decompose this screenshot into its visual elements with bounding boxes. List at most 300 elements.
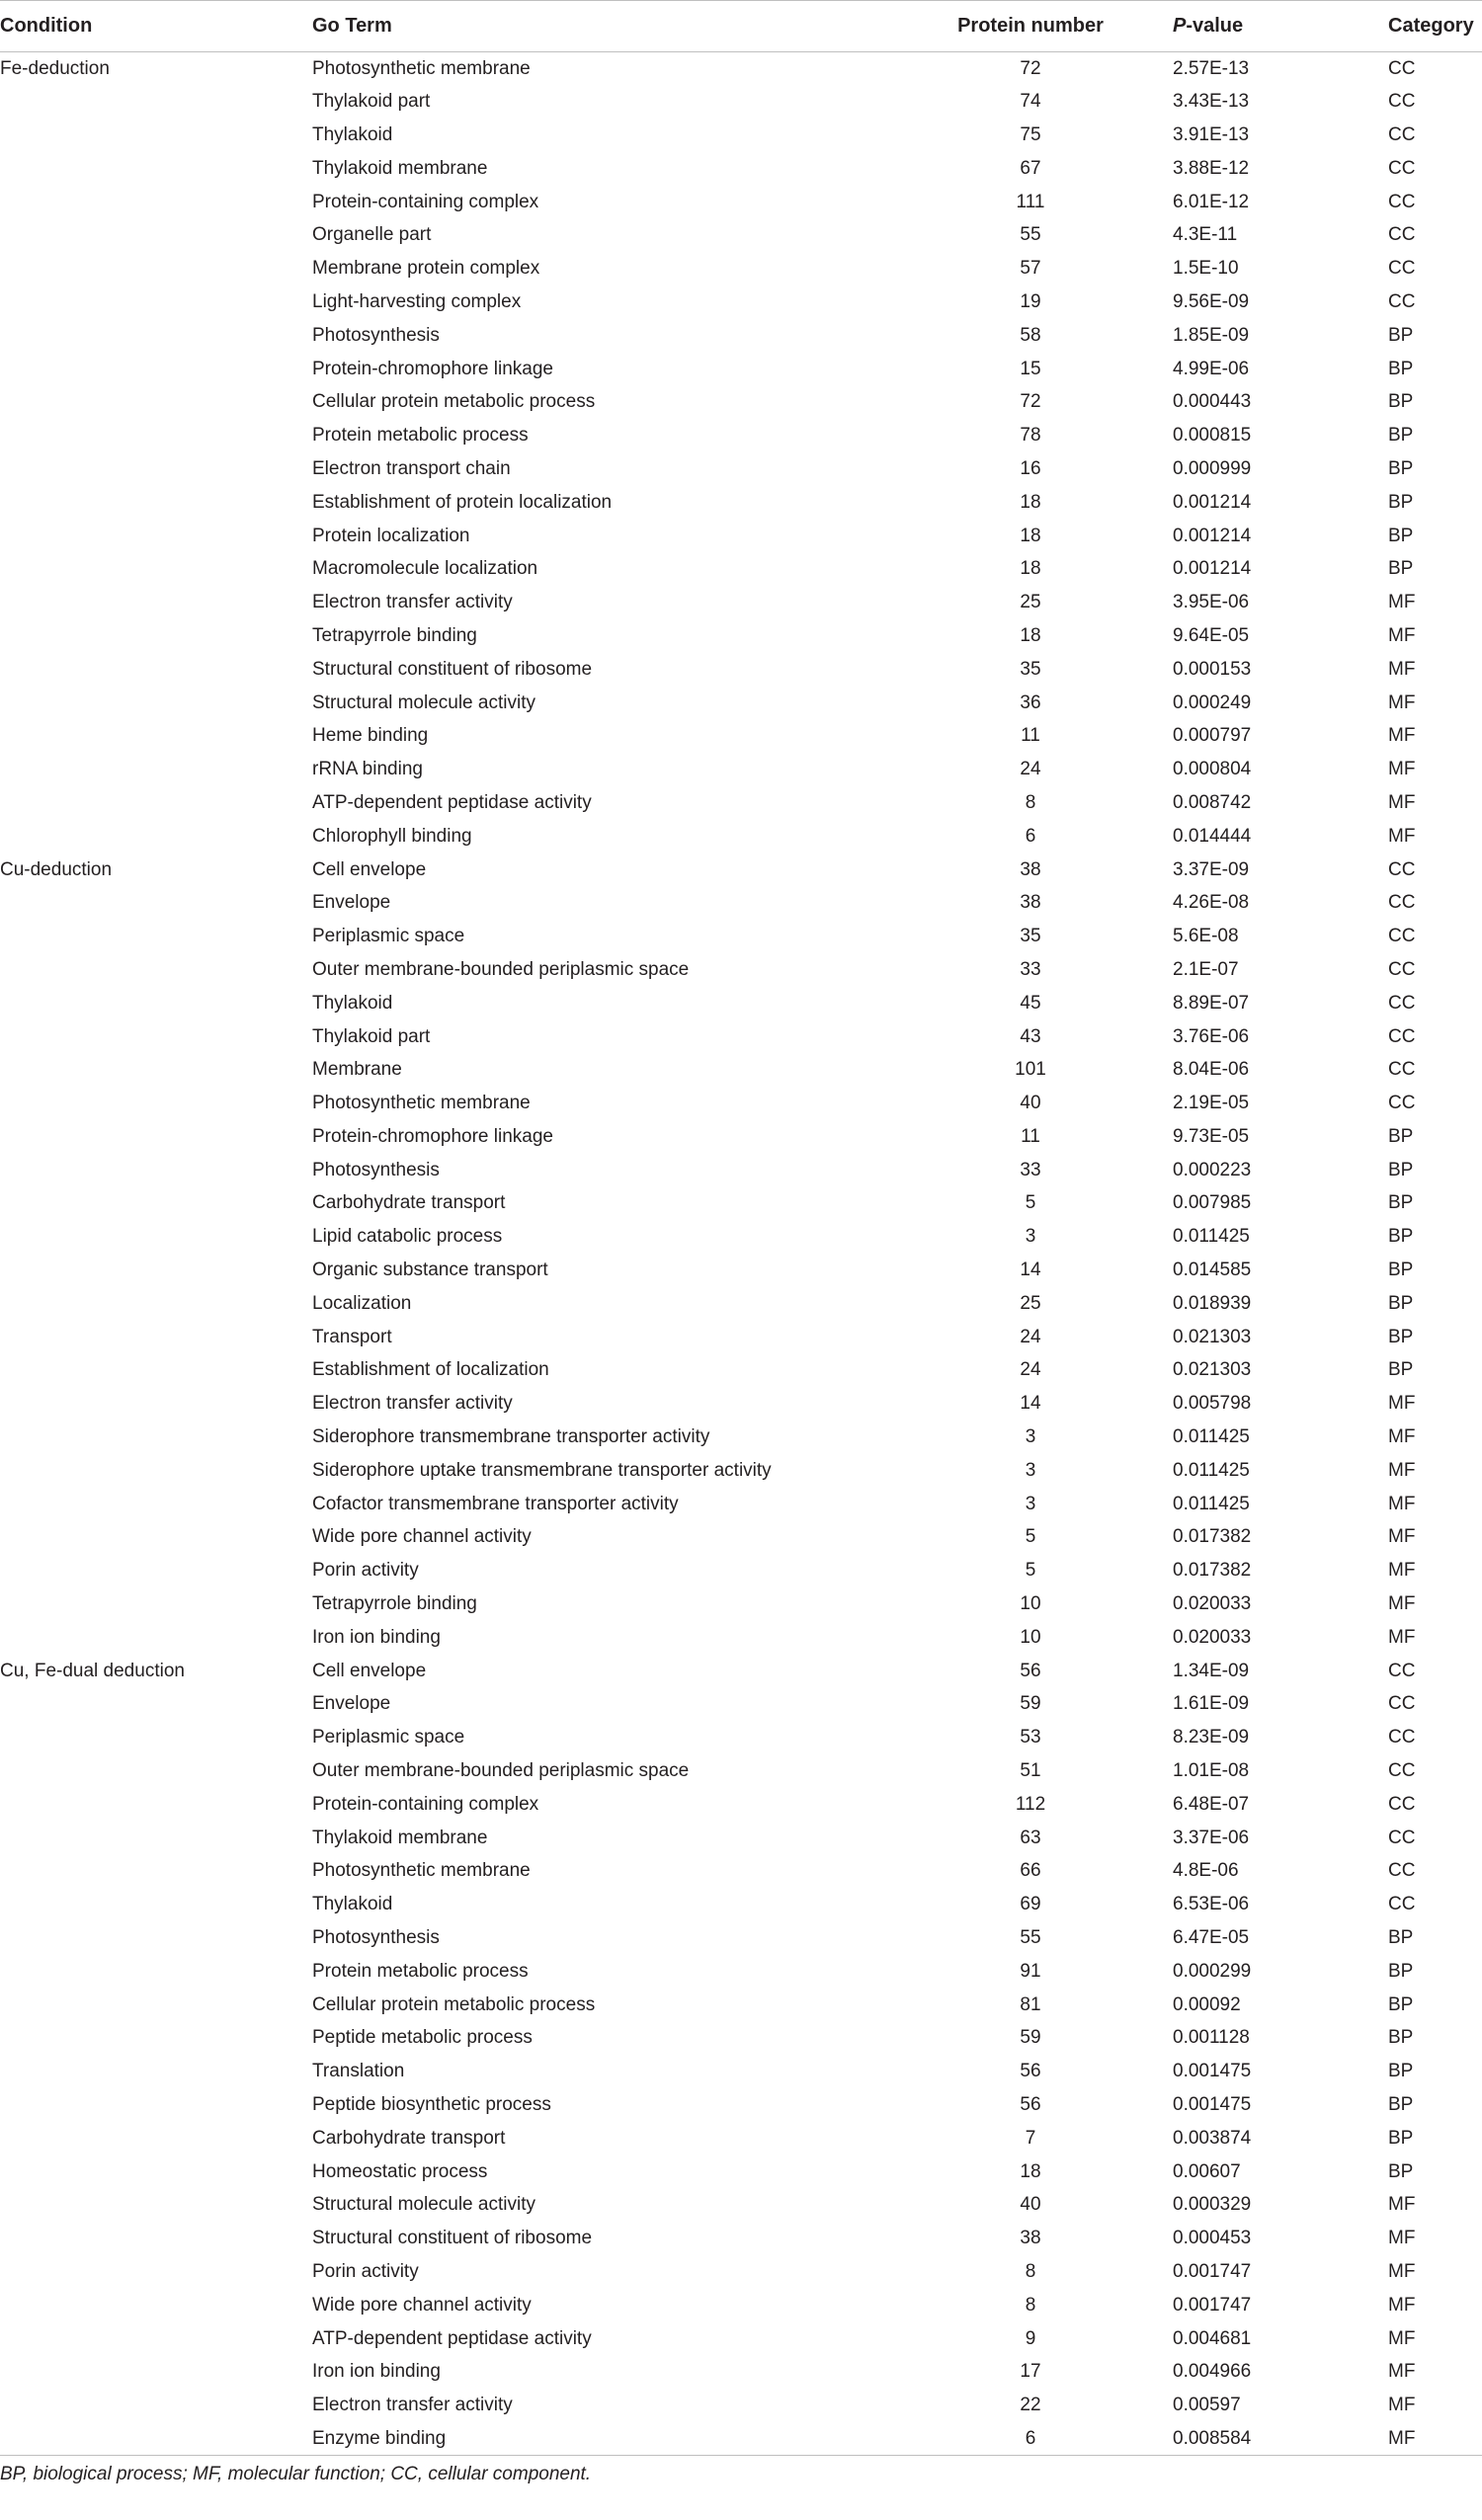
- protein-number-cell: 74: [1020, 91, 1041, 113]
- category-cell: CC: [1388, 1093, 1416, 1114]
- condition-cell: [0, 586, 312, 619]
- table-row: [0, 2355, 1482, 2389]
- category-cell: CC: [1388, 1860, 1416, 1882]
- protein-number-cell: 3: [1025, 1493, 1036, 1514]
- go-term-cell: Electron transfer activity: [312, 592, 513, 613]
- condition-cell: [0, 2389, 312, 2422]
- condition-cell: [0, 1454, 312, 1488]
- protein-number-cell: 18: [1020, 2160, 1041, 2182]
- condition-cell: [0, 2022, 312, 2056]
- table-row: [0, 2222, 1482, 2255]
- p-value-cell: 1.34E-09: [1173, 1660, 1250, 1681]
- condition-cell: [0, 1721, 312, 1754]
- protein-number-cell: 35: [1020, 926, 1041, 947]
- p-value-cell: 9.73E-05: [1173, 1125, 1250, 1147]
- category-cell: MF: [1388, 725, 1416, 747]
- p-value-cell: 0.011425: [1173, 1226, 1250, 1248]
- protein-number-cell: 40: [1020, 2194, 1041, 2216]
- condition-cell: [0, 786, 312, 820]
- go-term-cell: Protein-containing complex: [312, 1793, 539, 1815]
- go-term-cell: Thylakoid: [312, 123, 393, 145]
- p-value-cell: 0.014444: [1173, 825, 1252, 847]
- table-row: [0, 1354, 1482, 1388]
- category-cell: BP: [1388, 1993, 1414, 2015]
- p-value-cell: 0.011425: [1173, 1493, 1250, 1514]
- condition-cell: [0, 1220, 312, 1254]
- p-value-cell: 1.61E-09: [1173, 1693, 1250, 1715]
- go-term-cell: Envelope: [312, 892, 391, 914]
- category-cell: BP: [1388, 2027, 1414, 2049]
- condition-cell: [0, 1354, 312, 1388]
- category-cell: BP: [1388, 2160, 1414, 2182]
- condition-cell: [0, 1421, 312, 1454]
- category-cell: BP: [1388, 2127, 1414, 2149]
- table-row: [0, 1955, 1482, 1989]
- p-value-cell: 0.001214: [1173, 558, 1252, 580]
- p-value-cell: 0.000797: [1173, 725, 1252, 747]
- category-cell: BP: [1388, 1326, 1414, 1347]
- p-value-cell: 5.6E-08: [1173, 926, 1239, 947]
- table-row: [0, 1454, 1482, 1488]
- header-category: Category: [1385, 1, 1482, 52]
- go-term-cell: Siderophore uptake transmembrane transporter activity: [312, 1459, 772, 1481]
- category-cell: CC: [1388, 1059, 1416, 1081]
- protein-number-cell: 14: [1020, 1260, 1041, 1281]
- table-row: [0, 1754, 1482, 1788]
- p-value-cell: 0.003874: [1173, 2127, 1252, 2149]
- table-row: [0, 1053, 1482, 1087]
- condition-cell: [0, 152, 312, 186]
- condition-cell: [0, 1187, 312, 1221]
- go-term-cell: Envelope: [312, 1693, 391, 1715]
- protein-number-cell: 18: [1020, 624, 1041, 646]
- category-cell: MF: [1388, 2361, 1416, 2383]
- header-p-value-suffix: -value: [1186, 15, 1244, 37]
- protein-number-cell: 10: [1020, 1593, 1041, 1615]
- table-row: [0, 2255, 1482, 2289]
- table-row: [0, 419, 1482, 452]
- p-value-cell: 0.001747: [1173, 2294, 1252, 2316]
- protein-number-cell: 55: [1020, 224, 1041, 246]
- header-row: [0, 1, 1482, 52]
- category-cell: CC: [1388, 290, 1416, 312]
- protein-number-cell: 112: [1015, 1793, 1046, 1815]
- p-value-cell: 4.99E-06: [1173, 358, 1250, 379]
- go-term-cell: Enzyme binding: [312, 2422, 892, 2456]
- category-cell: BP: [1388, 2094, 1414, 2115]
- protein-number-cell: 6: [892, 2422, 1169, 2456]
- category-cell: CC: [1388, 1827, 1416, 1848]
- category-cell: BP: [1388, 491, 1414, 513]
- go-term-cell: Porin activity: [312, 2260, 419, 2282]
- go-term-cell: Thylakoid part: [312, 91, 431, 113]
- table-row: [0, 452, 1482, 486]
- go-term-cell: Cell envelope: [312, 858, 427, 880]
- p-value-cell: 0.000249: [1173, 691, 1252, 713]
- table-row: [0, 2088, 1482, 2122]
- table-row: [0, 619, 1482, 653]
- category-cell: MF: [1388, 1459, 1416, 1481]
- table-row: [0, 353, 1482, 386]
- category-cell: CC: [1388, 926, 1416, 947]
- table-row: [0, 2055, 1482, 2088]
- table-row: [0, 2322, 1482, 2356]
- category-cell: MF: [1388, 2294, 1416, 2316]
- go-term-cell: Photosynthesis: [312, 324, 440, 346]
- condition-cell: [0, 1053, 312, 1087]
- p-value-cell: 2.57E-13: [1173, 57, 1250, 79]
- table-row: [0, 2022, 1482, 2056]
- protein-number-cell: 43: [1020, 1025, 1041, 1047]
- go-term-cell: Tetrapyrrole binding: [312, 624, 477, 646]
- category-cell: BP: [1388, 1226, 1414, 1248]
- condition-cell: [0, 1855, 312, 1889]
- go-term-cell: Cellular protein metabolic process: [312, 1993, 596, 2015]
- table-row: [0, 1888, 1482, 1921]
- category-cell: BP: [1388, 558, 1414, 580]
- condition-cell: [0, 1688, 312, 1722]
- go-term-cell: Structural molecule activity: [312, 2194, 535, 2216]
- table-row: [0, 1587, 1482, 1621]
- condition-cell: [0, 653, 312, 687]
- go-term-cell: Establishment of protein localization: [312, 491, 613, 513]
- category-cell: MF: [1388, 1426, 1416, 1448]
- protein-number-cell: 59: [1020, 1693, 1041, 1715]
- condition-cell: [0, 1254, 312, 1287]
- table-row: [0, 1989, 1482, 2022]
- header-go-term: Go Term: [312, 1, 892, 52]
- table-row: [0, 1521, 1482, 1555]
- p-value-cell: 0.014585: [1173, 1260, 1252, 1281]
- condition-cell: [0, 452, 312, 486]
- table-row: [0, 1421, 1482, 1454]
- go-term-cell: Chlorophyll binding: [312, 825, 472, 847]
- table-row: [0, 987, 1482, 1020]
- table-row: [0, 1788, 1482, 1822]
- condition-cell: [0, 886, 312, 920]
- category-cell: MF: [1388, 2194, 1416, 2216]
- condition-cell: Cu, Fe-dual deduction: [0, 1660, 185, 1681]
- p-value-cell: 0.007985: [1173, 1192, 1252, 1214]
- go-term-cell: Structural molecule activity: [312, 691, 535, 713]
- go-term-cell: Protein-chromophore linkage: [312, 358, 553, 379]
- category-cell: MF: [1388, 2395, 1416, 2416]
- p-value-cell: 3.88E-12: [1173, 157, 1250, 179]
- header-p-value: [1169, 1, 1385, 52]
- category-cell: BP: [1388, 525, 1414, 546]
- protein-number-cell: 59: [1020, 2027, 1041, 2049]
- p-value-cell: 3.37E-06: [1173, 1827, 1250, 1848]
- protein-number-cell: 18: [1020, 558, 1041, 580]
- protein-number-cell: 53: [1020, 1727, 1041, 1748]
- table-row: [0, 753, 1482, 786]
- go-term-cell: Thylakoid membrane: [312, 1827, 488, 1848]
- table-row: [0, 2189, 1482, 2223]
- category-cell: CC: [1388, 123, 1416, 145]
- condition-cell: [0, 2055, 312, 2088]
- category-cell: CC: [1388, 858, 1416, 880]
- p-value-cell: 3.37E-09: [1173, 858, 1250, 880]
- p-value-cell: 6.47E-05: [1173, 1927, 1250, 1949]
- protein-number-cell: 5: [1025, 1526, 1036, 1548]
- table-row: [0, 2155, 1482, 2189]
- table-row: [0, 1855, 1482, 1889]
- go-term-cell: Membrane protein complex: [312, 258, 540, 280]
- category-cell: CC: [1388, 1760, 1416, 1782]
- go-term-cell: Electron transport chain: [312, 457, 511, 479]
- go-term-cell: Transport: [312, 1326, 392, 1347]
- protein-number-cell: 81: [1020, 1993, 1041, 2015]
- condition-cell: [0, 353, 312, 386]
- table-row: [0, 1721, 1482, 1754]
- go-term-cell: Periplasmic space: [312, 1727, 465, 1748]
- table-row: [0, 486, 1482, 520]
- protein-number-cell: 24: [1020, 759, 1041, 780]
- protein-number-cell: 63: [1020, 1827, 1041, 1848]
- go-term-cell: Structural constituent of ribosome: [312, 2228, 593, 2249]
- go-term-cell: Iron ion binding: [312, 1626, 441, 1648]
- table-row: [0, 953, 1482, 987]
- condition-cell: [0, 1955, 312, 1989]
- protein-number-cell: 101: [1015, 1059, 1046, 1081]
- category-cell: CC: [1388, 1660, 1416, 1681]
- protein-number-cell: 5: [1025, 1560, 1036, 1582]
- category-cell: MF: [1388, 1593, 1416, 1615]
- category-cell: CC: [1388, 157, 1416, 179]
- p-value-cell: 0.001747: [1173, 2260, 1252, 2282]
- table-row: [0, 119, 1482, 152]
- go-term-cell: Peptide metabolic process: [312, 2027, 533, 2049]
- table-row: [0, 2422, 1482, 2456]
- condition-cell: [0, 920, 312, 953]
- go-term-cell: Peptide biosynthetic process: [312, 2094, 551, 2115]
- p-value-cell: 0.017382: [1173, 1526, 1252, 1548]
- protein-number-cell: 8: [1025, 791, 1036, 813]
- p-value-cell: 0.001475: [1173, 2061, 1252, 2082]
- protein-number-cell: 38: [1020, 2228, 1041, 2249]
- header-protein-number: Protein number: [892, 1, 1169, 52]
- go-term-cell: Thylakoid part: [312, 1025, 431, 1047]
- p-value-cell: 0.00092: [1173, 1993, 1241, 2015]
- table-row: [0, 854, 1482, 887]
- category-cell: MF: [1388, 2327, 1416, 2349]
- protein-number-cell: 38: [1020, 892, 1041, 914]
- p-value-cell: 0.017382: [1173, 1560, 1252, 1582]
- protein-number-cell: 75: [1020, 123, 1041, 145]
- table-row: [0, 319, 1482, 353]
- go-term-cell: Homeostatic process: [312, 2160, 488, 2182]
- protein-number-cell: 9: [1025, 2327, 1036, 2349]
- table-row: [0, 252, 1482, 285]
- category-cell: BP: [1388, 1292, 1414, 1314]
- category-cell: CC: [1388, 958, 1416, 980]
- p-value-cell: 0.018939: [1173, 1292, 1252, 1314]
- go-term-cell: Photosynthetic membrane: [312, 57, 531, 79]
- table-row: [0, 1254, 1482, 1287]
- p-value-cell: 0.001214: [1173, 525, 1252, 546]
- category-cell: MF: [1388, 825, 1416, 847]
- condition-cell: [0, 619, 312, 653]
- condition-cell: [0, 1621, 312, 1655]
- category-cell: MF: [1388, 691, 1416, 713]
- p-value-cell: 1.01E-08: [1173, 1760, 1250, 1782]
- p-value-cell: 0.021303: [1173, 1359, 1252, 1381]
- condition-cell: [0, 2222, 312, 2255]
- go-term-cell: Light-harvesting complex: [312, 290, 522, 312]
- p-value-cell: 0.004966: [1173, 2361, 1252, 2383]
- table-row: [0, 820, 1482, 854]
- category-cell: BP: [1388, 1159, 1414, 1180]
- category-cell: CC: [1388, 57, 1416, 79]
- go-term-cell: Wide pore channel activity: [312, 1526, 532, 1548]
- condition-cell: [0, 2422, 312, 2456]
- condition-cell: [0, 1788, 312, 1822]
- condition-cell: [0, 1921, 312, 1955]
- category-cell: BP: [1388, 358, 1414, 379]
- table-row: [0, 886, 1482, 920]
- table-row: [0, 1688, 1482, 1722]
- category-cell: BP: [1388, 1359, 1414, 1381]
- protein-number-cell: 55: [1020, 1927, 1041, 1949]
- category-cell: CC: [1388, 1693, 1416, 1715]
- category-cell: MF: [1388, 592, 1416, 613]
- condition-cell: [0, 687, 312, 720]
- condition-cell: [0, 1554, 312, 1587]
- protein-number-cell: 57: [1020, 258, 1041, 280]
- p-value-cell: 0.00597: [1173, 2395, 1241, 2416]
- condition-cell: [0, 285, 312, 319]
- go-term-cell: Carbohydrate transport: [312, 1192, 506, 1214]
- category-cell: MF: [1388, 2260, 1416, 2282]
- category-cell: MF: [1388, 759, 1416, 780]
- protein-number-cell: 16: [1020, 457, 1041, 479]
- p-value-cell: 1.85E-09: [1173, 324, 1250, 346]
- table-row: [0, 1554, 1482, 1587]
- protein-number-cell: 18: [1020, 491, 1041, 513]
- p-value-cell: 0.021303: [1173, 1326, 1252, 1347]
- go-term-cell: Membrane: [312, 1059, 402, 1081]
- protein-number-cell: 25: [1020, 1292, 1041, 1314]
- table-row: [0, 1921, 1482, 1955]
- table-row: [0, 186, 1482, 219]
- category-cell: BP: [1388, 1260, 1414, 1281]
- table-row: [0, 920, 1482, 953]
- protein-number-cell: 3: [1025, 1459, 1036, 1481]
- protein-number-cell: 36: [1020, 691, 1041, 713]
- condition-cell: [0, 186, 312, 219]
- protein-number-cell: 22: [1020, 2395, 1041, 2416]
- table-body: [0, 52, 1482, 2456]
- table-row: [0, 1087, 1482, 1120]
- category-cell: BP: [1388, 425, 1414, 447]
- table-row: [0, 52, 1482, 86]
- go-term-cell: Periplasmic space: [312, 926, 465, 947]
- p-value-cell: 9.56E-09: [1173, 290, 1250, 312]
- go-term-cell: Translation: [312, 2061, 405, 2082]
- p-value-cell: 0.000299: [1173, 1960, 1252, 1982]
- protein-number-cell: 72: [1020, 391, 1041, 413]
- header-p-value-italic: P: [1173, 15, 1187, 37]
- condition-cell: [0, 719, 312, 753]
- protein-number-cell: 33: [1020, 1159, 1041, 1180]
- protein-number-cell: 56: [1020, 2061, 1041, 2082]
- category-cell: CC: [1388, 258, 1416, 280]
- p-value-cell: 0.005798: [1173, 1393, 1252, 1415]
- p-value-cell: 2.19E-05: [1173, 1093, 1250, 1114]
- go-term-cell: Photosynthesis: [312, 1927, 440, 1949]
- protein-number-cell: 45: [1020, 992, 1041, 1014]
- p-value-cell: 2.1E-07: [1173, 958, 1239, 980]
- table-row: [0, 1154, 1482, 1187]
- condition-cell: [0, 753, 312, 786]
- category-cell: MF: [1388, 791, 1416, 813]
- table-row: [0, 520, 1482, 553]
- table-row: [0, 586, 1482, 619]
- protein-number-cell: 51: [1020, 1760, 1041, 1782]
- p-value-cell: 3.91E-13: [1173, 123, 1250, 145]
- go-term-cell: Macromolecule localization: [312, 558, 538, 580]
- condition-cell: [0, 2355, 312, 2389]
- p-value-cell: 6.53E-06: [1173, 1894, 1250, 1915]
- condition-cell: [0, 1822, 312, 1855]
- protein-number-cell: 24: [1020, 1359, 1041, 1381]
- p-value-cell: 0.001128: [1173, 2027, 1250, 2049]
- go-term-cell: Thylakoid membrane: [312, 157, 488, 179]
- table-header: [0, 1, 1482, 52]
- category-cell: BP: [1388, 1960, 1414, 1982]
- protein-number-cell: 8: [1025, 2294, 1036, 2316]
- condition-cell: [0, 419, 312, 452]
- p-value-cell: 0.020033: [1173, 1593, 1252, 1615]
- condition-cell: [0, 1087, 312, 1120]
- protein-number-cell: 25: [1020, 592, 1041, 613]
- protein-number-cell: 3: [1025, 1226, 1036, 1248]
- category-cell: MF: [1388, 658, 1416, 680]
- go-term-cell: Protein-containing complex: [312, 191, 539, 212]
- protein-number-cell: 3: [1025, 1426, 1036, 1448]
- go-term-cell: Structural constituent of ribosome: [312, 658, 593, 680]
- category-cell: CC: [1388, 1793, 1416, 1815]
- condition-cell: [0, 1587, 312, 1621]
- condition-cell: [0, 119, 312, 152]
- condition-cell: [0, 1387, 312, 1421]
- protein-number-cell: 15: [1020, 358, 1041, 379]
- table-row: [0, 653, 1482, 687]
- category-cell: MF: [1388, 1393, 1416, 1415]
- p-value-cell: 0.00607: [1173, 2160, 1241, 2182]
- category-cell: CC: [1388, 1727, 1416, 1748]
- category-cell: BP: [1388, 1927, 1414, 1949]
- p-value-cell: 6.01E-12: [1173, 191, 1250, 212]
- p-value-cell: 0.004681: [1173, 2327, 1252, 2349]
- table-row: [0, 1321, 1482, 1354]
- go-term-cell: Cell envelope: [312, 1660, 427, 1681]
- category-cell: BP: [1388, 391, 1414, 413]
- protein-number-cell: 10: [1020, 1626, 1041, 1648]
- condition-cell: [0, 385, 312, 419]
- condition-cell: [0, 1754, 312, 1788]
- go-term-cell: Protein metabolic process: [312, 425, 529, 447]
- protein-number-cell: 91: [1020, 1960, 1041, 1982]
- p-value-cell: 1.5E-10: [1173, 258, 1239, 280]
- p-value-cell: 0.000999: [1173, 457, 1252, 479]
- protein-number-cell: 8: [1025, 2260, 1036, 2282]
- p-value-cell: 4.3E-11: [1173, 224, 1238, 246]
- table-row: [0, 1187, 1482, 1221]
- p-value-cell: 0.000815: [1173, 425, 1252, 447]
- go-term-cell: Organelle part: [312, 224, 432, 246]
- protein-number-cell: 78: [1020, 425, 1041, 447]
